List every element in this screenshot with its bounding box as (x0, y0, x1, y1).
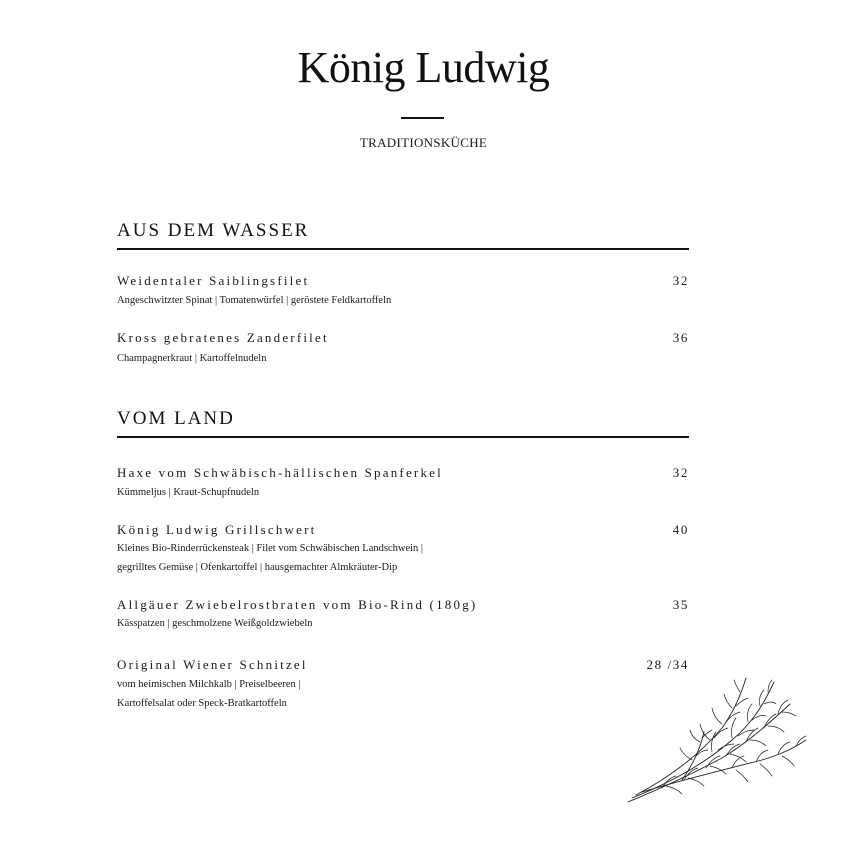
menu-item-description: Kleines Bio-Rinderrückensteak | Filet vom Schwäbischen Landschwein | (117, 543, 424, 554)
menu-item-description: vom heimischen Milchkalb | Preiselbeeren | (117, 679, 301, 690)
rosemary-sprig-icon (622, 670, 812, 810)
menu-item-name: Kross gebratenes Zanderfilet (117, 330, 329, 345)
menu-item-name: Weidentaler Saiblingsfilet (117, 273, 310, 288)
menu-item-name: König Ludwig Grillschwert (117, 522, 317, 537)
menu-item-description: Champagnerkraut | Kartoffelnudeln (117, 353, 267, 364)
menu-item-price: 32 (672, 273, 689, 288)
title-divider (401, 117, 444, 119)
menu-item-description: Kartoffelsalat oder Speck-Bratkartoffeln (117, 698, 287, 709)
menu-item-price: 28 /34 (646, 657, 689, 672)
menu-item-name: Haxe vom Schwäbisch-hällischen Spanferkel (117, 465, 443, 480)
section-heading-vom-land: VOM LAND (117, 408, 235, 429)
menu-item-price: 40 (672, 522, 689, 537)
menu-item-description: Kässpatzen | geschmolzene Weißgoldzwiebeln (117, 618, 313, 629)
menu-item-price: 32 (672, 465, 689, 480)
section-heading-aus-dem-wasser: AUS DEM WASSER (117, 220, 310, 241)
menu-item-description: Angeschwitzter Spinat | Tomatenwürfel | geröstete Feldkartoffeln (117, 295, 392, 306)
section-divider (117, 436, 689, 438)
page-subtitle: TRADITIONSKÜCHE (359, 135, 488, 150)
section-divider (117, 248, 689, 250)
menu-item-price: 36 (672, 330, 689, 345)
menu-item-description: Kümmeljus | Kraut-Schupfnudeln (117, 487, 260, 498)
page-title: König Ludwig (297, 43, 550, 92)
menu-item-name: Original Wiener Schnitzel (117, 657, 308, 672)
menu-item-name: Allgäuer Zwiebelrostbraten vom Bio-Rind (180g) (117, 597, 478, 612)
menu-item-description: gegrilltes Gemüse | Ofenkartoffel | hausgemachter Almkräuter-Dip (117, 562, 398, 573)
menu-item-price: 35 (672, 597, 689, 612)
